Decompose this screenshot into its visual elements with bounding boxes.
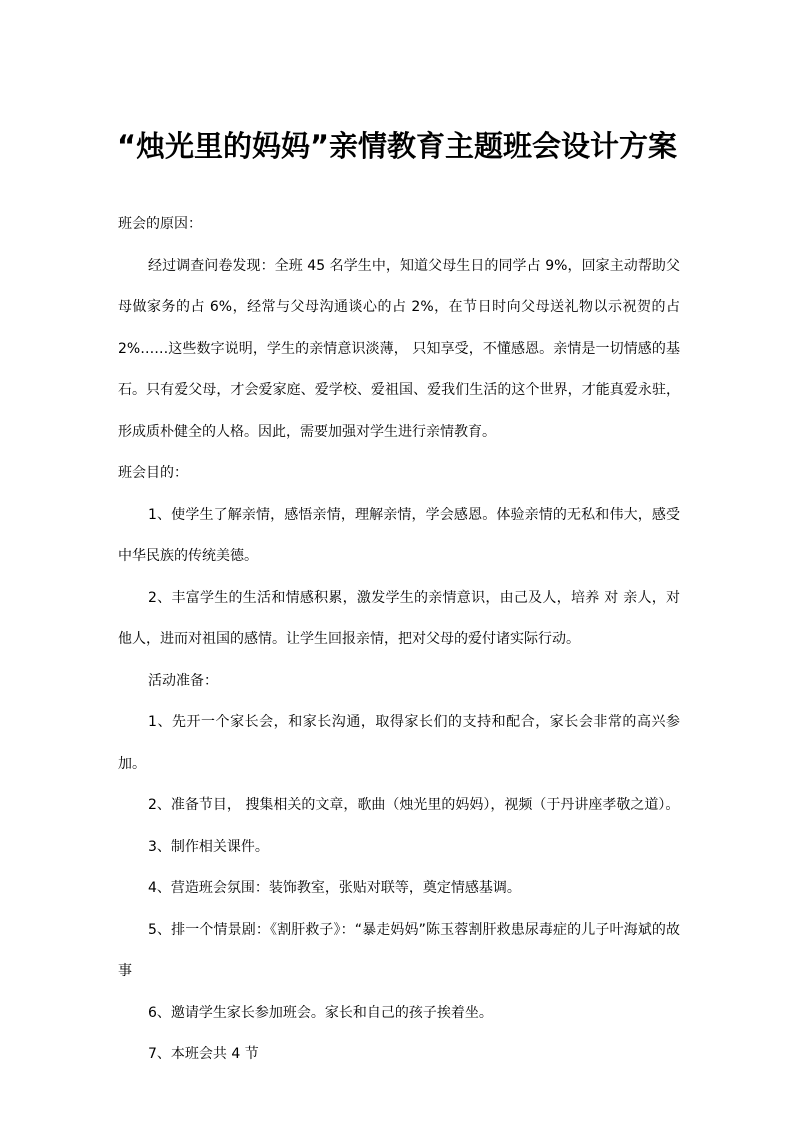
prep-item-4: 4、营造班会氛围：装饰教室，张贴对联等，奠定情感基调。 — [148, 880, 521, 896]
prep-item-1: 1、先开一个家长会，和家长沟通，取得家长们的支持和配合，家长会非常的高兴参加。 — [118, 714, 680, 772]
prep-item-5: 5、排一个情景剧：《割肝救子》：“暴走妈妈”陈玉蓉割肝救患尿毒症的儿子叶海斌的故事 — [118, 921, 680, 979]
section-heading-goal: 班会目的： — [118, 465, 188, 481]
goal-item-2: 2、丰富学生的生活和情感积累，激发学生的亲情意识，由己及人，培养 对 亲人，对他人，进而对祖国的感情。让学生回报亲情，把对父母的爱付诸实际行动。 — [118, 589, 680, 647]
document-title: “烛光里的妈妈”亲情教育主题班会设计方案 — [116, 129, 678, 163]
section-heading-prep: 活动准备： — [148, 672, 218, 689]
prep-item-7: 7、本班会共 4 节 — [148, 1046, 259, 1062]
prep-item-3: 3、制作相关课件。 — [148, 838, 269, 855]
prep-item-6: 6、邀请学生家长参加班会。家长和自己的孩子挨着坐。 — [148, 1004, 493, 1021]
paragraph-reason: 经过调查问卷发现：全班 45 名学生中，知道父母生日的同学占 9%，回家主动帮助父母做家务的占 6%，经常与父母沟通谈心的占 2%，在节日时向父母送礼物以示祝贺的占 2%……这些数字说明，学生的亲情意识淡薄， 只知享受，不懂感恩。亲情是一切情感的基石。只有爱父母，才会爱家庭、爱学校、爱祖国、爱我们生活的这个世界，才能真爱永驻，形成质朴健全的人格。因此，需要加强对学生进行亲情教育。 — [118, 257, 680, 440]
prep-item-2: 2、准备节目， 搜集相关的文章，歌曲（烛光里的妈妈），视频（于丹讲座孝敬之道）。 — [148, 797, 680, 813]
section-heading-reason: 班会的原因： — [118, 216, 202, 232]
goal-item-1: 1、使学生了解亲情，感悟亲情，理解亲情，学会感恩。体验亲情的无私和伟大，感受中华民族的传统美德。 — [118, 506, 680, 564]
document-body — [118, 204, 680, 1076]
